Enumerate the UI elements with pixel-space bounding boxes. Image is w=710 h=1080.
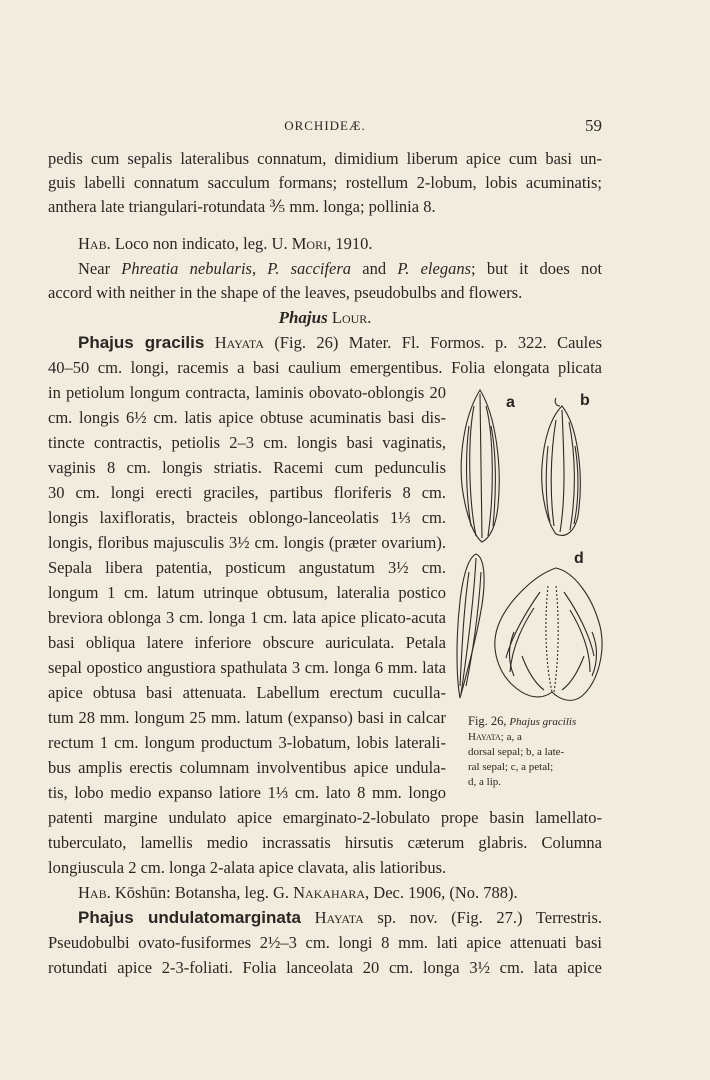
near-species: Phreatia nebularis, P. saccifera — [121, 259, 352, 278]
caption-line-3: ral sepal; c, a petal; — [468, 761, 554, 773]
caption-text-a: ; a, a — [500, 731, 522, 743]
body-line: longis, floribus majusculis 3½ cm. longis (præter ovarium). — [48, 533, 446, 552]
page-number: 59 — [585, 116, 602, 135]
species-author-2: Hayata — [314, 908, 364, 927]
hab-collector: Mori — [291, 234, 328, 253]
hab-label: Hab. — [78, 234, 111, 253]
body-line: tuberculato, lamellis medio incrassatis hirsutis cæterum glabris. Columna — [48, 833, 602, 852]
near-species-2: P. elegans — [397, 259, 472, 278]
hab-label-2: Hab. — [78, 883, 111, 902]
body-line: anthera late triangulari-rotundata ⅗ mm. longa; pollinia 8. — [48, 197, 436, 216]
body-line: tincte contractis, petiolis 2–3 cm. longis basi vaginatis, — [48, 433, 446, 452]
caption-line-4: d, a lip. — [468, 776, 501, 788]
hab-collector-2: Nakahara — [293, 883, 366, 902]
body-line: bus amplis erectis columnam involventibus apice undula- — [48, 758, 446, 777]
comparison-line — [78, 257, 602, 281]
body-line: pedis cum sepalis lateralibus connatum, dimidium liberum apice cum basi un- — [48, 149, 602, 168]
caption-author: Hayata — [468, 731, 501, 743]
body-line: rotundati apice 2-3-foliati. Folia lanceolata 20 cm. longa 3½ cm. lata apice — [48, 958, 602, 977]
genus-author: Lour. — [331, 308, 372, 327]
body-line: Pseudobulbi ovato-fusiformes 2½–3 cm. longi 8 mm. lati apice attenuati basi — [48, 933, 602, 952]
body-line: breviora oblonga 3 cm. longa 1 cm. lata apice plicato-acuta — [48, 608, 446, 627]
species-author: Hayata — [214, 333, 264, 352]
body-line: 30 cm. longi erecti graciles, partibus floriferis 8 cm. — [48, 483, 446, 502]
habitat-line-2 — [78, 881, 602, 905]
page-header — [48, 118, 602, 140]
species-name-2: Phajus undulatomarginata — [78, 908, 301, 927]
caption-species: Phajus gracilis — [509, 716, 577, 728]
figure-label-a: a — [506, 394, 515, 411]
species-citation-2: sp. nov. (Fig. 27.) Terrestris. — [377, 908, 602, 927]
figure-label-b: b — [580, 392, 590, 409]
running-head: ORCHIDEÆ. — [284, 118, 366, 133]
body-line: tum 28 mm. longum 25 mm. latum (expanso) basi in calcar — [48, 708, 446, 727]
near-word: Near — [78, 259, 111, 278]
body-line: longiuscula 2 cm. longa 2-alata apice clavata, alis latioribus. — [48, 858, 447, 877]
body-line: guis labelli connatum sacculum formans; rostellum 2-lobum, lobis acuminatis; — [48, 173, 602, 192]
body-line: longum 1 cm. latum utrinque obtusum, lateralia postico — [48, 583, 446, 602]
body-line: in petiolum longum contracta, laminis obovato-oblongis 20 — [48, 383, 446, 402]
species-heading-line-2 — [78, 906, 602, 930]
dorsal-sepal-drawing — [461, 390, 499, 542]
figure-label-d: d — [574, 550, 584, 567]
body-line: sepal opostico angustiora spathulata 3 cm. longa 6 mm. lata — [48, 658, 446, 677]
hab-rest-2: , Dec. 1906, (No. 788). — [365, 883, 518, 902]
species-heading-line — [78, 331, 602, 355]
genus-name: Phajus — [278, 308, 328, 327]
body-line: 40–50 cm. longi, racemis a basi caulium emergentibus. Folia elongata plicata — [48, 358, 602, 377]
figure-caption — [468, 714, 602, 790]
hab-year: , 1910. — [327, 234, 373, 253]
hab-text-2: Kōshūn: Botansha, leg. G. — [114, 883, 289, 902]
species-citation: (Fig. 26) Mater. Fl. Formos. p. 322. Caules — [274, 333, 602, 352]
species-name: Phajus gracilis — [78, 333, 205, 352]
body-line: patenti margine undulato apice emarginato-2-lobulato prope basin lamellato- — [48, 808, 602, 827]
body-line: longis laxifloratis, bracteis oblongo-lanceolatis 1⅓ cm. — [48, 508, 446, 527]
figure-26 — [452, 386, 612, 716]
body-line: rectum 1 cm. longum productum 3-lobatum, lobis laterali- — [48, 733, 446, 752]
lateral-sepal-drawing — [542, 398, 581, 535]
body-line: basi obliqua latere inferiore obscure auriculata. Petala — [48, 633, 446, 652]
caption-fig-number: Fig. 26, — [468, 714, 507, 728]
body-line: cm. longis 6½ cm. latis apice obtuse acuminatis basi dis- — [48, 408, 446, 427]
near-rest: ; but it does not — [471, 259, 602, 278]
body-line: apice obtusa basi attenuata. Labellum erectum cuculla- — [48, 683, 446, 702]
body-line: vaginis 8 cm. longis striatis. Racemi cum pedunculis — [48, 458, 446, 477]
figure-illustration — [452, 386, 612, 716]
body-line: tis, lobo medio expanso latiore 1⅓ cm. lato 8 mm. longo — [48, 783, 446, 802]
genus-heading — [48, 306, 602, 330]
hab-text: Loco non indicato, leg. U. — [114, 234, 288, 253]
near-and: and — [362, 259, 387, 278]
body-line: Sepala libera patentia, posticum angustatum 3½ cm. — [48, 558, 446, 577]
lip-drawing — [495, 568, 602, 700]
caption-line-2: dorsal sepal; b, a late- — [468, 746, 565, 758]
habitat-line — [78, 232, 602, 256]
caption-line-1 — [468, 714, 602, 745]
petal-drawing — [457, 554, 484, 698]
comparison-line-2: accord with neither in the shape of the leaves, pseudobulbs and flowers. — [48, 283, 523, 302]
